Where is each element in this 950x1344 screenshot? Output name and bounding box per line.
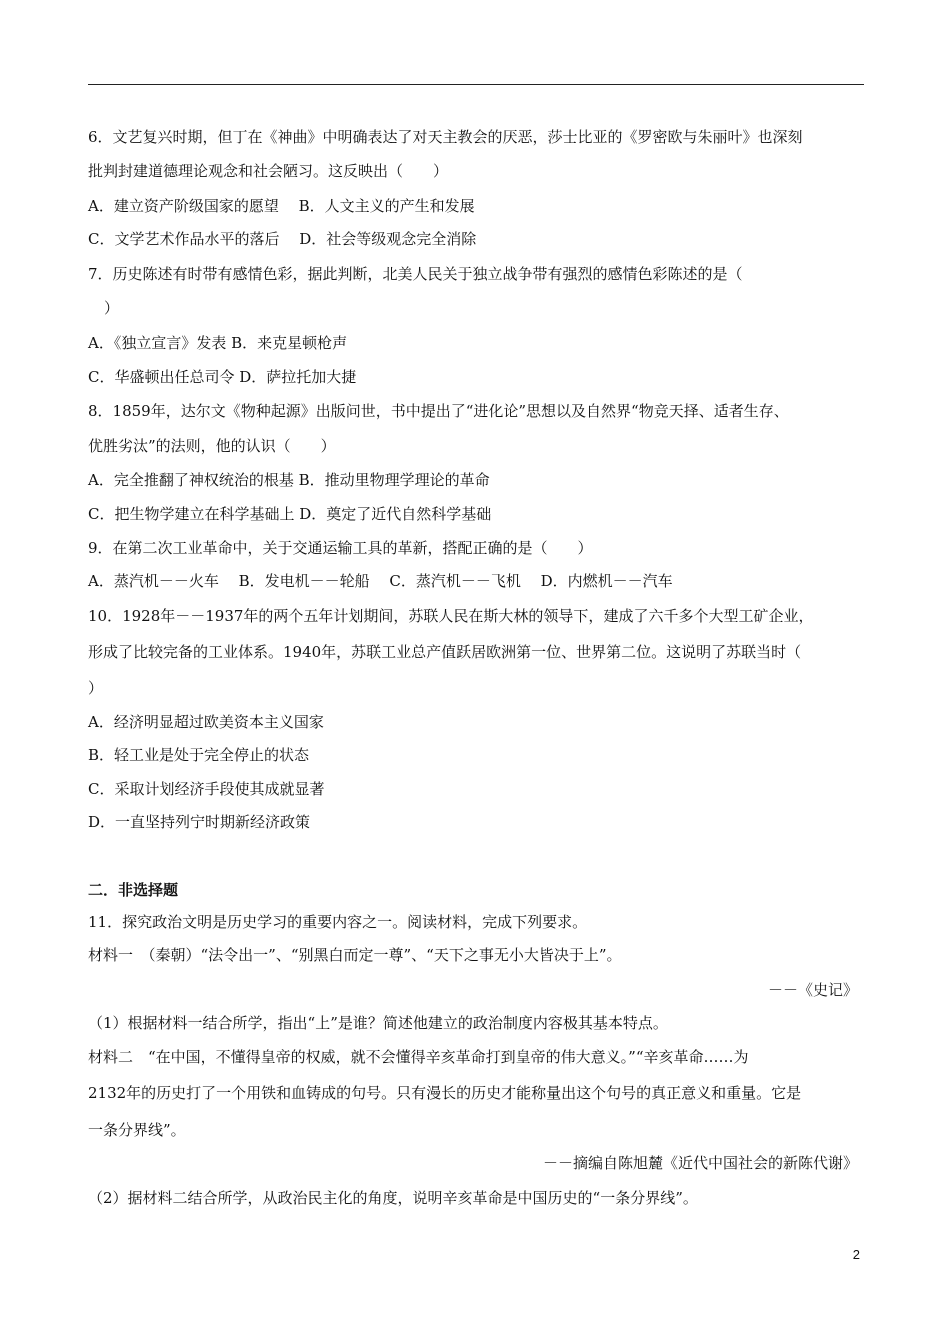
q6-stem-line2: 批判封建道德理论观念和社会陋习。这反映出（ ） xyxy=(88,162,449,180)
section2-heading: 二．非选择题 xyxy=(88,881,179,899)
q7-stem-line1: 7．历史陈述有时带有感情色彩，据此判断，北美人民关于独立战争带有强烈的感情色彩陈述的是（ xyxy=(88,265,743,283)
material2-line2: 2132年的历史打了一个用铁和血铸成的句号。只有漫长的历史才能称量出这个句号的真正意义和重量。它是 xyxy=(88,1084,802,1102)
material1-source: －－《史记》 xyxy=(767,981,858,999)
q8-stem-line1: 8．1859年，达尔文《物种起源》出版问世，书中提出了“进化论”思想以及自然界“物竞天择、适者生存、 xyxy=(88,402,789,420)
q11-sub1: （1）根据材料一结合所学，指出“上”是谁？简述他建立的政治制度内容极其基本特点。 xyxy=(88,1014,668,1032)
q6-stem-line1: 6．文艺复兴时期，但丁在《神曲》中明确表达了对天主教会的厌恶，莎士比亚的《罗密欧与朱丽叶》也深刻 xyxy=(88,128,803,146)
header-rule xyxy=(88,84,864,85)
q10-option-a: A．经济明显超过欧美资本主义国家 xyxy=(88,713,324,731)
q11-sub2: （2）据材料二结合所学，从政治民主化的角度，说明辛亥革命是中国历史的“一条分界线”。 xyxy=(88,1189,698,1207)
q10-stem-line3: ） xyxy=(88,679,104,697)
q10-option-c: C．采取计划经济手段使其成就显著 xyxy=(88,780,325,798)
q6-options-line2: C．文学艺术作品水平的落后 D．社会等级观念完全消除 xyxy=(88,230,477,248)
material2-source: －－摘编自陈旭麓《近代中国社会的新陈代谢》 xyxy=(542,1154,858,1172)
q8-options-line2: C．把生物学建立在科学基础上 D．奠定了近代自然科学基础 xyxy=(88,505,492,523)
q11-intro: 11．探究政治文明是历史学习的重要内容之一。阅读材料，完成下列要求。 xyxy=(88,913,588,931)
material2-line3: 一条分界线”。 xyxy=(88,1121,186,1139)
q9-options-line1: A．蒸汽机－－火车 B．发电机－－轮船 C．蒸汽机－－飞机 D．内燃机－－汽车 xyxy=(88,572,673,590)
q7-options-line1: A．《独立宣言》发表 B．来克星顿枪声 xyxy=(88,334,348,352)
q7-options-line2: C．华盛顿出任总司令 D．萨拉托加大捷 xyxy=(88,368,357,386)
q6-options-line1: A．建立资产阶级国家的愿望 B．人文主义的产生和发展 xyxy=(88,197,475,215)
material1-text: 材料一 （秦朝）“法令出一”、“别黑白而定一尊”、“天下之事无小大皆决于上”。 xyxy=(88,946,622,964)
q7-stem-line2: ） xyxy=(104,299,120,317)
q8-stem-line2: 优胜劣汰”的法则，他的认识（ ） xyxy=(88,437,336,455)
q10-option-b: B．轻工业是处于完全停止的状态 xyxy=(88,746,310,764)
page-number: 2 xyxy=(852,1247,860,1262)
q8-options-line1: A．完全推翻了神权统治的根基 B．推动里物理学理论的革命 xyxy=(88,471,490,489)
q10-stem-line1: 10．1928年－－1937年的两个五年计划期间，苏联人民在斯大林的领导下，建成了六千多个大型工矿企业， xyxy=(88,607,814,625)
q10-stem-line2: 形成了比较完备的工业体系。1940年，苏联工业总产值跃居欧洲第一位、世界第二位。这说明了苏联当时（ xyxy=(88,643,802,661)
q9-stem-line1: 9．在第二次工业革命中，关于交通运输工具的革新，搭配正确的是（ ） xyxy=(88,539,593,557)
material2-line1: 材料二 “在中国，不懂得皇帝的权威，就不会懂得辛亥革命打到皇帝的伟大意义。”“辛亥革命……为 xyxy=(88,1048,749,1066)
q10-option-d: D．一直坚持列宁时期新经济政策 xyxy=(88,813,311,831)
